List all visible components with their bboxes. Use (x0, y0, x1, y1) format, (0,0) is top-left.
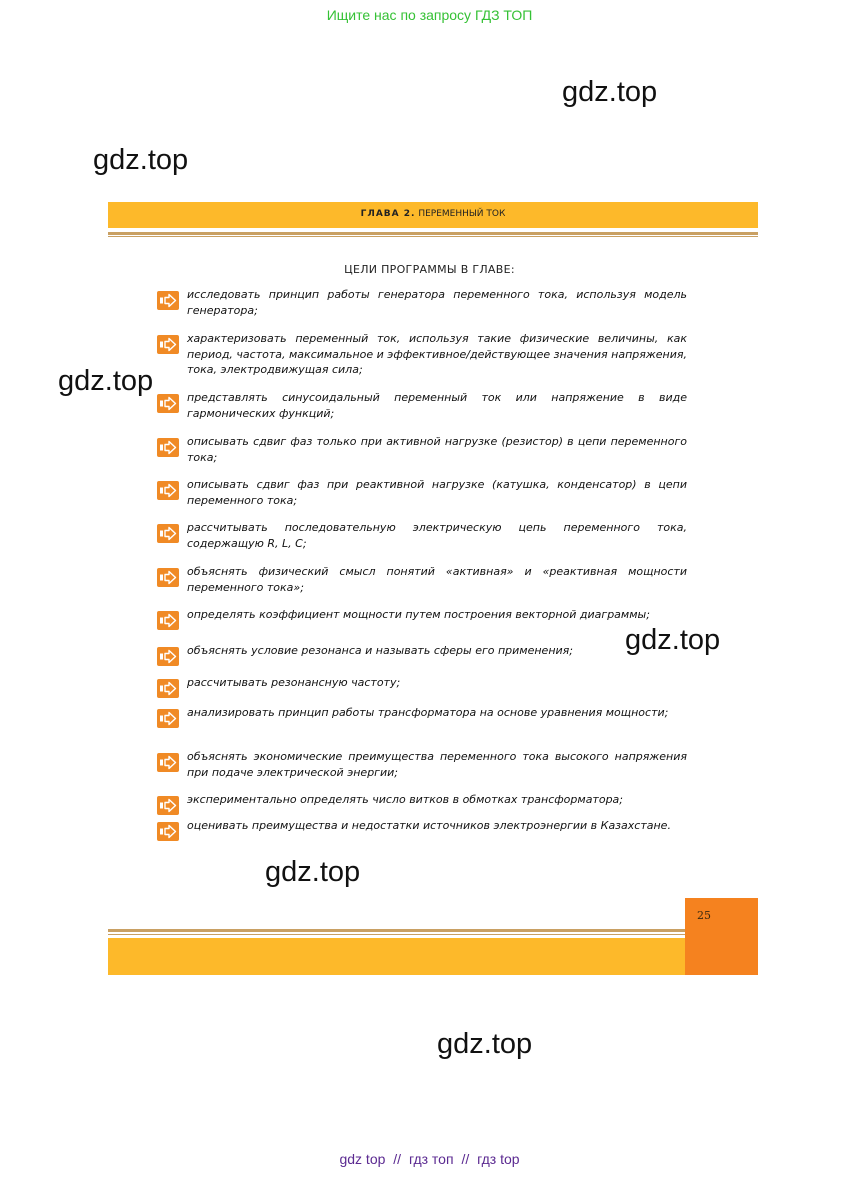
goal-text: объяснять экономические преимущества переменного тока высокого напряжения при подаче электрической энергии; (187, 750, 687, 779)
goal-item (157, 607, 687, 623)
link-separator: // (393, 1151, 402, 1167)
arrow-icon (157, 753, 179, 772)
arrow-icon (157, 438, 179, 457)
header-divider (108, 232, 758, 235)
chapter-header-bar (108, 202, 758, 228)
goal-text: оценивать преимущества и недостатки источников электроэнергии в Казахстане. (187, 819, 671, 832)
watermark: gdz.top (625, 624, 721, 656)
goal-text: анализировать принцип работы трансформатора на основе уравнения мощности; (187, 706, 669, 719)
footer-divider-thin (108, 934, 685, 935)
goal-item (157, 643, 687, 659)
arrow-icon (157, 822, 179, 841)
page-number: 25 (697, 909, 711, 922)
chapter-header (108, 202, 758, 228)
arrow-icon (157, 568, 179, 587)
link-separator: // (461, 1151, 470, 1167)
goal-text: представлять синусоидальный переменный ток или напряжение в виде гармонических функций; (187, 391, 687, 420)
goal-text: исследовать принцип работы генератора переменного тока, используя модель генератора; (187, 288, 687, 317)
watermark: gdz.top (265, 856, 361, 888)
arrow-icon (157, 481, 179, 500)
goal-item (157, 390, 687, 421)
arrow-icon (157, 709, 179, 728)
goal-text: рассчитывать последовательную электрическую цепь переменного тока, содержащую R, L, C; (187, 521, 687, 550)
arrow-icon (157, 524, 179, 543)
goal-text: объяснять условие резонанса и называть сферы его применения; (187, 644, 573, 657)
watermark: gdz.top (58, 365, 154, 397)
footer-bar (108, 938, 685, 975)
goal-item (157, 520, 687, 551)
arrow-icon (157, 611, 179, 630)
goal-item (157, 705, 687, 721)
goal-item (157, 675, 687, 691)
header-divider-thin (108, 236, 758, 237)
page-number-box (685, 898, 758, 975)
watermark: gdz.top (562, 76, 658, 108)
top-search-link[interactable]: Ищите нас по запросу ГДЗ ТОП (326, 7, 533, 23)
goal-text: экспериментально определять число витков в обмотках трансформатора; (187, 793, 623, 806)
goal-item (157, 749, 687, 780)
goal-item (157, 287, 687, 318)
goal-text: описывать сдвиг фаз при реактивной нагрузке (катушка, конденсатор) в цепи переменного тока; (187, 478, 687, 507)
arrow-icon (157, 647, 179, 666)
goal-item (157, 792, 687, 808)
goal-item (157, 564, 687, 595)
goal-text: объяснять физический смысл понятий «активная» и «реактивная мощности переменного тока»; (187, 565, 687, 594)
bottom-link[interactable]: гдз top (477, 1151, 520, 1167)
bottom-link[interactable]: гдз топ (408, 1151, 454, 1167)
arrow-icon (157, 394, 179, 413)
goal-text: определять коэффициент мощности путем построения векторной диаграммы; (187, 608, 650, 621)
watermark: gdz.top (437, 1028, 533, 1060)
goal-item (157, 818, 687, 834)
arrow-icon (157, 796, 179, 815)
chapter-title: ПЕРЕМЕННЫЙ ТОК (418, 209, 506, 219)
footer-divider (108, 929, 685, 932)
goals-title: ЦЕЛИ ПРОГРАММЫ В ГЛАВЕ: (344, 263, 515, 276)
chapter-number: ГЛАВА 2. (360, 209, 416, 219)
goal-item (157, 434, 687, 465)
goal-text: характеризовать переменный ток, используя такие физические величины, как период, частота, максимальное и эффективное/действующее значения напряжения, тока, электродвижущая сила; (187, 332, 687, 376)
watermark: gdz.top (93, 144, 189, 176)
goal-text: описывать сдвиг фаз только при активной нагрузке (резистор) в цепи переменного тока; (187, 435, 687, 464)
arrow-icon (157, 335, 179, 354)
bottom-links (0, 1151, 859, 1167)
arrow-icon (157, 679, 179, 698)
bottom-link[interactable]: gdz top (339, 1151, 386, 1167)
goal-item (157, 331, 687, 378)
arrow-icon (157, 291, 179, 310)
goal-text: рассчитывать резонансную частоту; (187, 676, 401, 689)
goal-item (157, 477, 687, 508)
